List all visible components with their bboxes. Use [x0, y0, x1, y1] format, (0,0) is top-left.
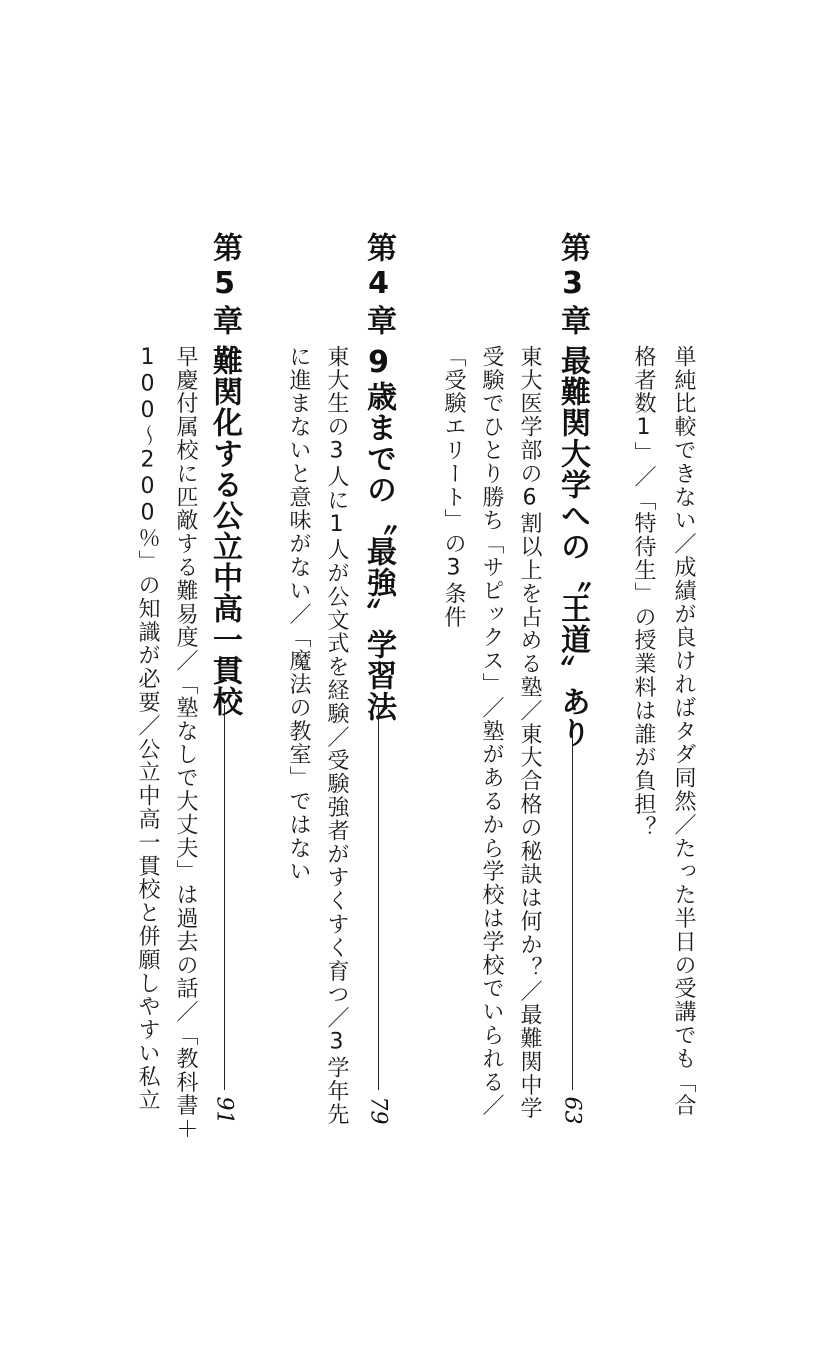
chapter-3-title: 最難関大学への〝王道〟あり: [555, 345, 590, 748]
intro-line-2: 格者数1」／「特待生」の授業料は誰が負担？: [631, 345, 656, 840]
chapter-3-desc-line-1: 東大医学部の6割以上を占める塾／東大合格の秘訣は何か？／最難関中学: [517, 345, 542, 1121]
chapter-3-label: 第3章: [555, 232, 590, 339]
chapter-3-leader-line: [572, 730, 573, 1090]
chapter-3-desc-line-2: 受験でひとり勝ち「サピックス」／塾があるから学校は学校でいられる／: [479, 345, 504, 1118]
chapter-5-title: 難関化する公立中高一貫校: [207, 345, 242, 717]
chapter-4-leader-line: [378, 705, 379, 1090]
chapter-4-label: 第4章: [361, 232, 396, 339]
chapter-3-desc-line-3: 「受験エリート」の3条件: [441, 345, 466, 629]
chapter-3-page-number: 63: [559, 1096, 585, 1125]
chapter-5-desc-line-1: 早慶付属校に匹敵する難易度／「塾なしで大丈夫」は過去の話／「教科書＋: [173, 345, 198, 1141]
chapter-5-leader-line: [224, 705, 225, 1090]
chapter-4-page-number: 79: [365, 1096, 391, 1125]
chapter-5-label: 第5章: [207, 232, 242, 339]
chapter-4-desc-line-2: に進まないと意味がない／「魔法の教室」ではない: [286, 345, 311, 884]
chapter-4-desc-line-1: 東大生の3人に1人が公文式を経験／受験強者がすくすく育つ／3学年先: [324, 345, 349, 1127]
chapter-5-page-number: 91: [211, 1096, 237, 1125]
intro-line-1: 単純比較できない／成績が良ければタダ同然／たった半日の受講でも「合: [671, 345, 696, 1118]
chapter-4-title: 9歳までの〝最強〟学習法: [361, 345, 396, 722]
chapter-5-desc-line-2: 100～200％」の知識が必要／公立中高一貫校と併願しやすい私立: [135, 345, 160, 1112]
